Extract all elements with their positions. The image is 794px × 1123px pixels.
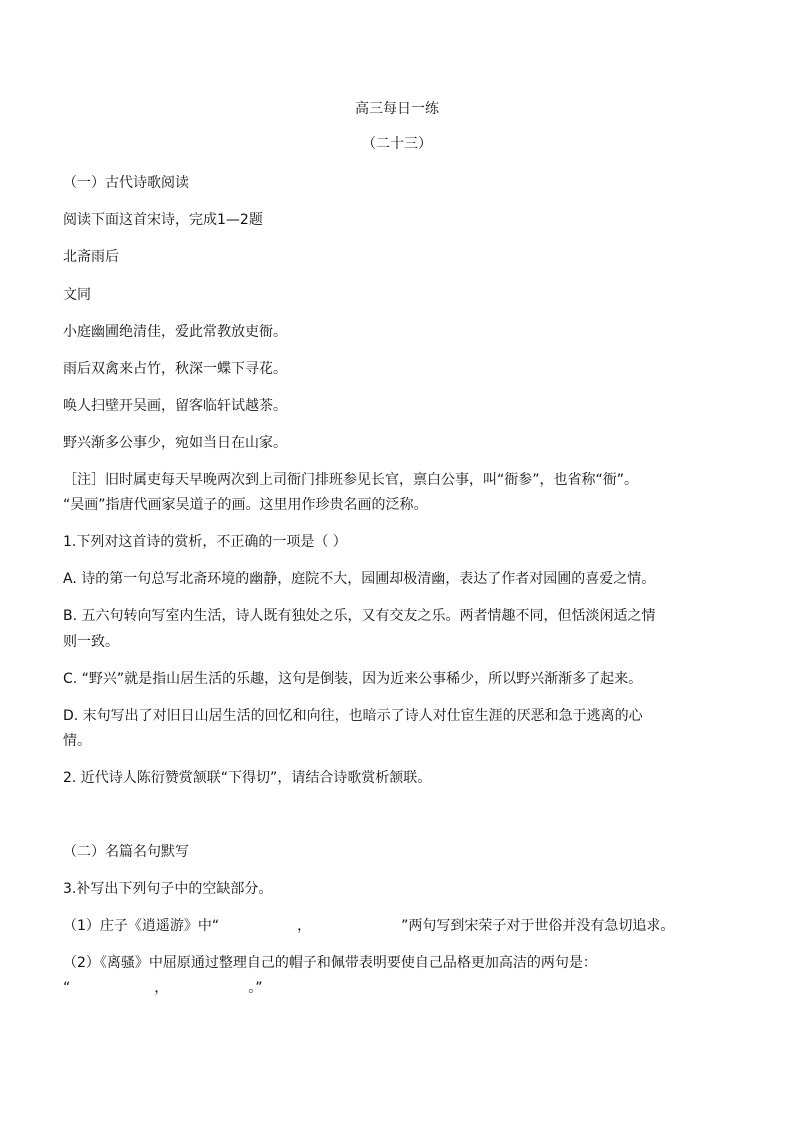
section2-heading: （二）名篇名句默写 [63, 844, 189, 860]
section1-instruction: 阅读下面这首宋诗，完成1—2题 [63, 212, 263, 228]
item1-suffix: ”两句写到宋荣子对于世俗并没有急切追求。 [401, 918, 675, 934]
option-d: D. 末句写出了对旧日山居生活的回忆和向往，也暗示了诗人对仕宦生涯的厌恶和急于逃离的心 [63, 708, 643, 724]
poem-line: 雨后双禽来占竹，秋深一蝶下寻花。 [63, 361, 287, 377]
option-b-continued: 则一致。 [63, 634, 119, 650]
item2-close-quote: 。” [248, 980, 263, 996]
fill-blank-item-2-answers [63, 976, 739, 1000]
question-1-stem: 1.下列对这首诗的赏析，不正确的一项是（ ） [63, 534, 347, 550]
item2-open-quote: “ [63, 980, 71, 996]
option-a: A. 诗的第一句总写北斋环境的幽静，庭院不大，园圃却极清幽，表达了作者对园圃的喜爱之情。 [63, 571, 656, 587]
option-d-continued: 情。 [63, 733, 91, 749]
question-2: 2. 近代诗人陈衍赞赏颔联“下得切”，请结合诗歌赏析颔联。 [63, 770, 432, 786]
poem-title: 北斋雨后 [63, 249, 119, 265]
question-3-stem: 3.补写出下列句子中的空缺部分。 [63, 881, 273, 897]
option-b: B. 五六句转向写室内生活，诗人既有独处之乐，又有交友之乐。两者情趣不同，但恬淡闲适之情 [63, 608, 656, 624]
poem-note-continued: “吴画”指唐代画家吴道子的画。这里用作珍贵名画的泛称。 [63, 497, 428, 513]
item1-comma: ， [297, 918, 312, 934]
section1-heading: （一）古代诗歌阅读 [63, 175, 189, 191]
poem-author: 文同 [63, 287, 91, 303]
fill-blank-item-1 [63, 914, 739, 938]
item1-prefix: （1）庄子《逍遥游》中“ [63, 918, 220, 934]
page-subtitle: （二十三） [362, 136, 432, 152]
poem-line: 唤人扫壁开吴画，留客临轩试越茶。 [63, 398, 287, 414]
poem-line: 野兴渐多公事少，宛如当日在山家。 [63, 435, 287, 451]
page-title: 高三每日一练 [355, 101, 439, 117]
fill-blank-item-2: （2）《离骚》中屈原通过整理自己的帽子和佩带表明要使自己品格更加高洁的两句是： [63, 955, 597, 971]
option-c: C. “野兴”就是指山居生活的乐趣，这句是倒装，因为近来公事稀少，所以野兴渐渐多了起来。 [63, 671, 643, 687]
poem-line: 小庭幽圃绝清佳，爱此常教放吏衙。 [63, 324, 287, 340]
item2-comma: ， [154, 980, 169, 996]
poem-note: ［注］旧时属吏每天早晚两次到上司衙门排班参见长官，禀白公事，叫“衙参”，也省称“衙”。 [63, 472, 639, 488]
